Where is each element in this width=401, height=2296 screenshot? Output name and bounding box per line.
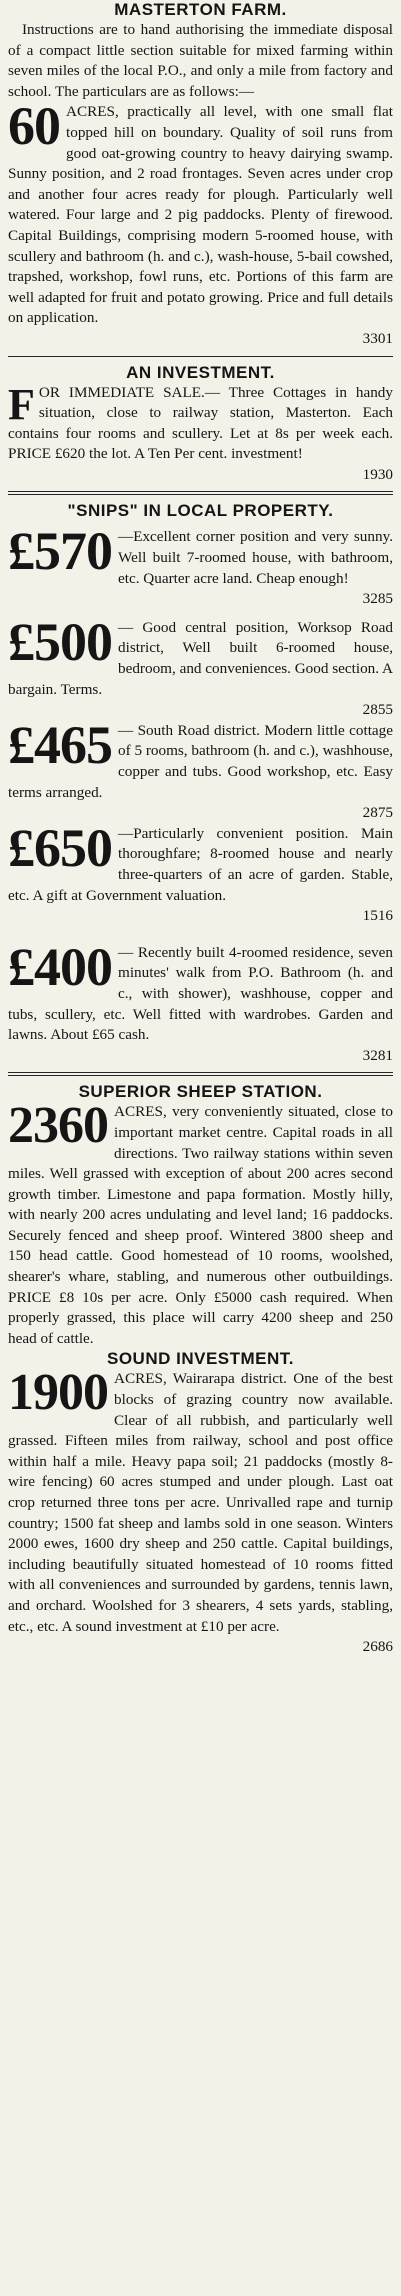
ad-body (8, 96, 393, 349)
ad-text: ACRES, Wairarapa district. One of the best blocks of grazing country now available. Clear of all rubbish, and particularly well grassed. Fifteen miles from railway, school and post office within half a mile. Heavy papa soil; 21 paddocks (mostly 8-wire fencing) 60 acres stumped and under plough. Last oat crop returned three tons per acre. Unrivalled rape and turnip country; 1500 fat sheep and lambs sold in one season. Winters 2000 ewes, 1600 dry sheep and 250 cattle. Capital buildings, including beautifully situated homestead of 10 rooms fitted with all conveniences and surrounded by gardens, tennis lawn, and orchard. Woolshed for 3 shearers, 4 sets yards, stabling, etc., etc. A sound investment at £10 per acre. (8, 1370, 393, 1635)
listing-text: — Recently built 4-roomed residence, seven minutes' walk from P.O. Bathroom (h. and c., with shower), washhouse, copper and tubs, scullery, etc. Well fitted with wardrobes. Garden and lawns. About £65 cash. (8, 943, 393, 1044)
divider (8, 491, 393, 495)
acreage-figure: 1900 (8, 1364, 108, 1422)
ad-masterton-farm (8, 0, 393, 350)
price-figure: £400 (8, 936, 112, 997)
price-figure: £570 (8, 521, 112, 582)
ad-an-investment (8, 363, 393, 486)
price-figure: £650 (8, 817, 112, 878)
ad-body (8, 379, 393, 486)
ad-body (8, 1097, 393, 1349)
price-figure: £465 (8, 714, 112, 775)
listing-item (8, 714, 394, 824)
ad-intro: Instructions are to hand authorising the immediate disposal of a compact little section suitable for mixed farming within seven miles of the local P.O., and only a mile from factory and school. The particulars are as follows:— (8, 21, 393, 100)
divider (8, 356, 393, 357)
ad-heading: "SNIPS" IN LOCAL PROPERTY. (67, 501, 334, 521)
listing-text: — South Road district. Modern little cottage of 5 rooms, bathroom (h. and c.), washhouse, copper and tubs. Good workshop, etc. Easy terms arranged. (8, 721, 394, 801)
ad-snips-local-property (8, 501, 393, 1066)
listing-reference-number: 1516 (362, 907, 393, 925)
listing-reference-number: 2875 (362, 804, 393, 822)
listing-item (8, 521, 393, 609)
ad-reference-number: 2686 (362, 1638, 393, 1656)
listing-reference-number: 3281 (362, 1046, 393, 1064)
acreage-figure: 60 (8, 96, 60, 157)
drop-cap: F (8, 379, 35, 429)
ad-heading: SOUND INVESTMENT. (106, 1349, 295, 1369)
listing-text: —Excellent corner position and very sunny. Well built 7-roomed house, with bathroom, etc. Quarter acre land. Cheap enough! (118, 528, 393, 587)
divider (8, 1072, 393, 1076)
ad-heading: SUPERIOR SHEEP STATION. (78, 1082, 323, 1102)
listing-item (8, 936, 393, 1067)
ad-reference-number: 1930 (362, 465, 393, 483)
ad-reference-number: 3301 (362, 329, 393, 347)
ad-superior-sheep-station (8, 1082, 393, 1349)
price-figure: £500 (8, 611, 112, 672)
ad-body (8, 1364, 393, 1657)
listing-text: —Particularly convenient position. Main thoroughfare; 8-roomed house and nearly three-quarters of an acre of garden. Stable, etc. A gift at Government valuation. (8, 824, 393, 904)
ad-heading: MASTERTON FARM. (114, 0, 287, 19)
ad-text: ACRES, very conveniently situated, close to important market centre. Capital roads in all directions. Two railway stations within seven miles. Well grassed with exception of about 200 acres second growth timber. Limestone and papa formation. Mostly hilly, with nearly 200 acres undulating and level land; 16 paddocks. Securely fenced and sheep proof. Wintered 3800 sheep and 150 head cattle. Good homestead of 10 rooms, woolshed, shearer's whare, stabling, and numerous other outbuildings. PRICE £8 10s per acre. Only £5000 cash required. When properly grassed, this place will carry 4200 sheep and 250 head of cattle. (8, 1103, 393, 1347)
acreage-figure: 2360 (8, 1097, 108, 1155)
ad-text: ACRES, practically all level, with one small flat topped hill on boundary. Quality of soil runs from good oat-growing country to heavy dairying swamp. Sunny position, and 2 road frontages. Seven acres under crop and another four acres ready for plough. Particularly well watered. Four large and 2 pig paddocks. Plenty of firewood. Capital Buildings, comprising modern 5-roomed house, with scullery and bathroom (h. and c.), wash-house, 5-bail cowshed, trapshed, workshop, fowl runs, etc. Portions of this farm are well adapted for fruit and potato growing. Price and full details on application. (8, 103, 393, 327)
listing-reference-number: 3285 (362, 590, 393, 608)
listing-text: — Good central position, Worksop Road district, Well built 6-roomed house, bedroom, and conveniences. Good section. A bargain. Terms. (8, 618, 393, 698)
ad-text: OR IMMEDIATE SALE.— Three Cottages in handy situation, close to railway station, Masterton. Each contains four rooms and scullery. Let at 8s per week each. PRICE £620 the lot. A Ten Per cent. investment! (8, 383, 393, 463)
listing-item (8, 611, 393, 721)
ad-sound-investment (8, 1349, 393, 1657)
ad-heading: AN INVESTMENT. (126, 362, 275, 382)
listing-item (8, 817, 393, 927)
listing-reference-number: 2855 (362, 701, 393, 719)
